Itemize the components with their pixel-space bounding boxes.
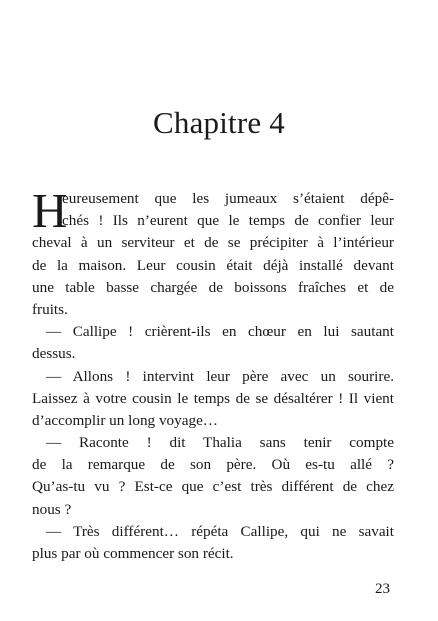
paragraph-line [32, 255, 394, 277]
paragraph-line [32, 343, 394, 365]
line-text: Qu’as-tu vu ? Est-ce que c’est très différent de chez [32, 478, 394, 496]
paragraph-line [32, 232, 394, 254]
page-number: 23 [375, 581, 390, 597]
paragraph-line [32, 366, 394, 388]
paragraph-line [32, 410, 394, 432]
paragraph-line [32, 543, 394, 565]
paragraph-line [32, 210, 394, 232]
line-text: nous ? [32, 500, 72, 518]
line-text: — Callipe ! crièrent-ils en chœur en lui sautant [46, 323, 394, 341]
line-text: plus par où commencer son récit. [32, 545, 234, 562]
line-text: — Raconte ! dit Thalia sans tenir compte [46, 434, 394, 452]
line-text: eureusement que les jumeaux s’étaient dépê- [62, 190, 394, 207]
line-text: cheval à un serviteur et de se précipiter à l’intérieur [32, 234, 394, 252]
paragraph-line [32, 388, 394, 410]
chapter-body-text [32, 183, 394, 565]
line-text: — Allons ! intervint leur père avec un sourire. [46, 367, 394, 385]
paragraph-line [32, 499, 394, 521]
line-text: de la remarque de son père. Où es-tu allé ? [32, 456, 394, 474]
line-text: fruits. [32, 300, 68, 318]
paragraph-line [32, 521, 394, 543]
line-text: Laissez à votre cousin le temps de se désaltérer ! Il vient [32, 389, 394, 407]
paragraph-line [32, 277, 394, 299]
paragraph-line [32, 476, 394, 498]
chapter-title: Chapitre 4 [153, 104, 285, 140]
paragraph-line [32, 454, 394, 476]
paragraph-line [32, 432, 394, 454]
line-text: de la maison. Leur cousin était déjà installé devant [32, 256, 394, 274]
line-text: — Très différent… répéta Callipe, qui ne savait [46, 522, 394, 540]
line-text: chés ! Ils n’eurent que le temps de confier leur [62, 212, 394, 230]
paragraph-line [32, 321, 394, 343]
drop-cap-letter: H [32, 183, 68, 238]
line-text: d’accomplir un long voyage… [32, 411, 218, 429]
line-text: dessus. [32, 345, 76, 363]
paragraph-line [32, 299, 394, 321]
line-text: une table basse chargée de boissons fraîches et de [32, 278, 394, 296]
